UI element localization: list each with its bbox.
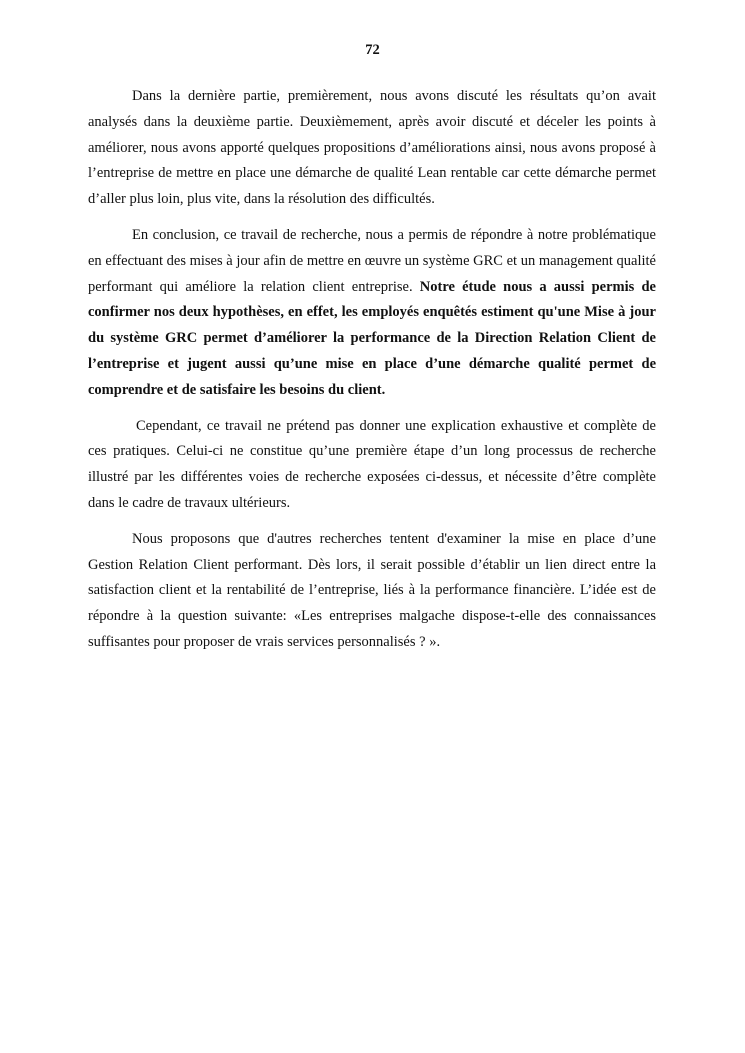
body-text xyxy=(88,84,656,666)
paragraph-4 xyxy=(88,527,656,656)
paragraph-3-text: Cependant, ce travail ne prétend pas donner une explication exhaustive et complète de ces pratiques. Celui-ci ne constitue qu’une première étape d’un long processus de recherche illustré par les différentes voies de recherche exposées ci-dessus, et nécessite d’être complète dans le cadre de travaux ultérieurs. xyxy=(88,417,656,511)
paragraph-2-text: En conclusion, ce travail de recherche, nous a permis de répondre à notre problématique en effectuant des mises à jour afin de mettre en œuvre un système GRC et un management qualité performant qui améliore la relation client entreprise. xyxy=(88,226,656,295)
paragraph-1 xyxy=(88,84,656,213)
paragraph-3 xyxy=(88,414,656,517)
paragraph-2-bold-text: Notre étude nous a aussi permis de confirmer nos deux hypothèses, en effet, les employés enquêtés estiment qu'une Mise à jour du système GRC permet d’améliorer la performance de la Direction Relation Client de l’entreprise et jugent aussi qu’une mise en place d’une démarche qualité permet de comprendre et de satisfaire les besoins du client. xyxy=(88,278,656,398)
paragraph-1-text: Dans la dernière partie, premièrement, nous avons discuté les résultats qu’on avait analysés dans la deuxième partie. Deuxièmement, après avoir discuté et déceler les points à améliorer, nous avons apporté quelques propositions d’améliorations ainsi, nous avons proposé à l’entreprise de mettre en place une démarche de qualité Lean rentable car cette démarche permet d’aller plus loin, plus vite, dans la résolution des difficultés. xyxy=(88,88,656,208)
page-number: 72 xyxy=(365,42,380,58)
paragraph-2 xyxy=(88,223,656,404)
paragraph-4-text: Nous proposons que d'autres recherches tentent d'examiner la mise en place d’une Gestion Relation Client performant. Dès lors, il serait possible d’établir un lien direct entre la satisfaction client et la rentabilité de l’entreprise, liés à la performance financière. L’idée est de répondre à la question suivante: «Les entreprises malgache dispose-t-elle des connaissances suffisantes pour proposer de vrais services personnalisés ? ». xyxy=(88,530,656,650)
